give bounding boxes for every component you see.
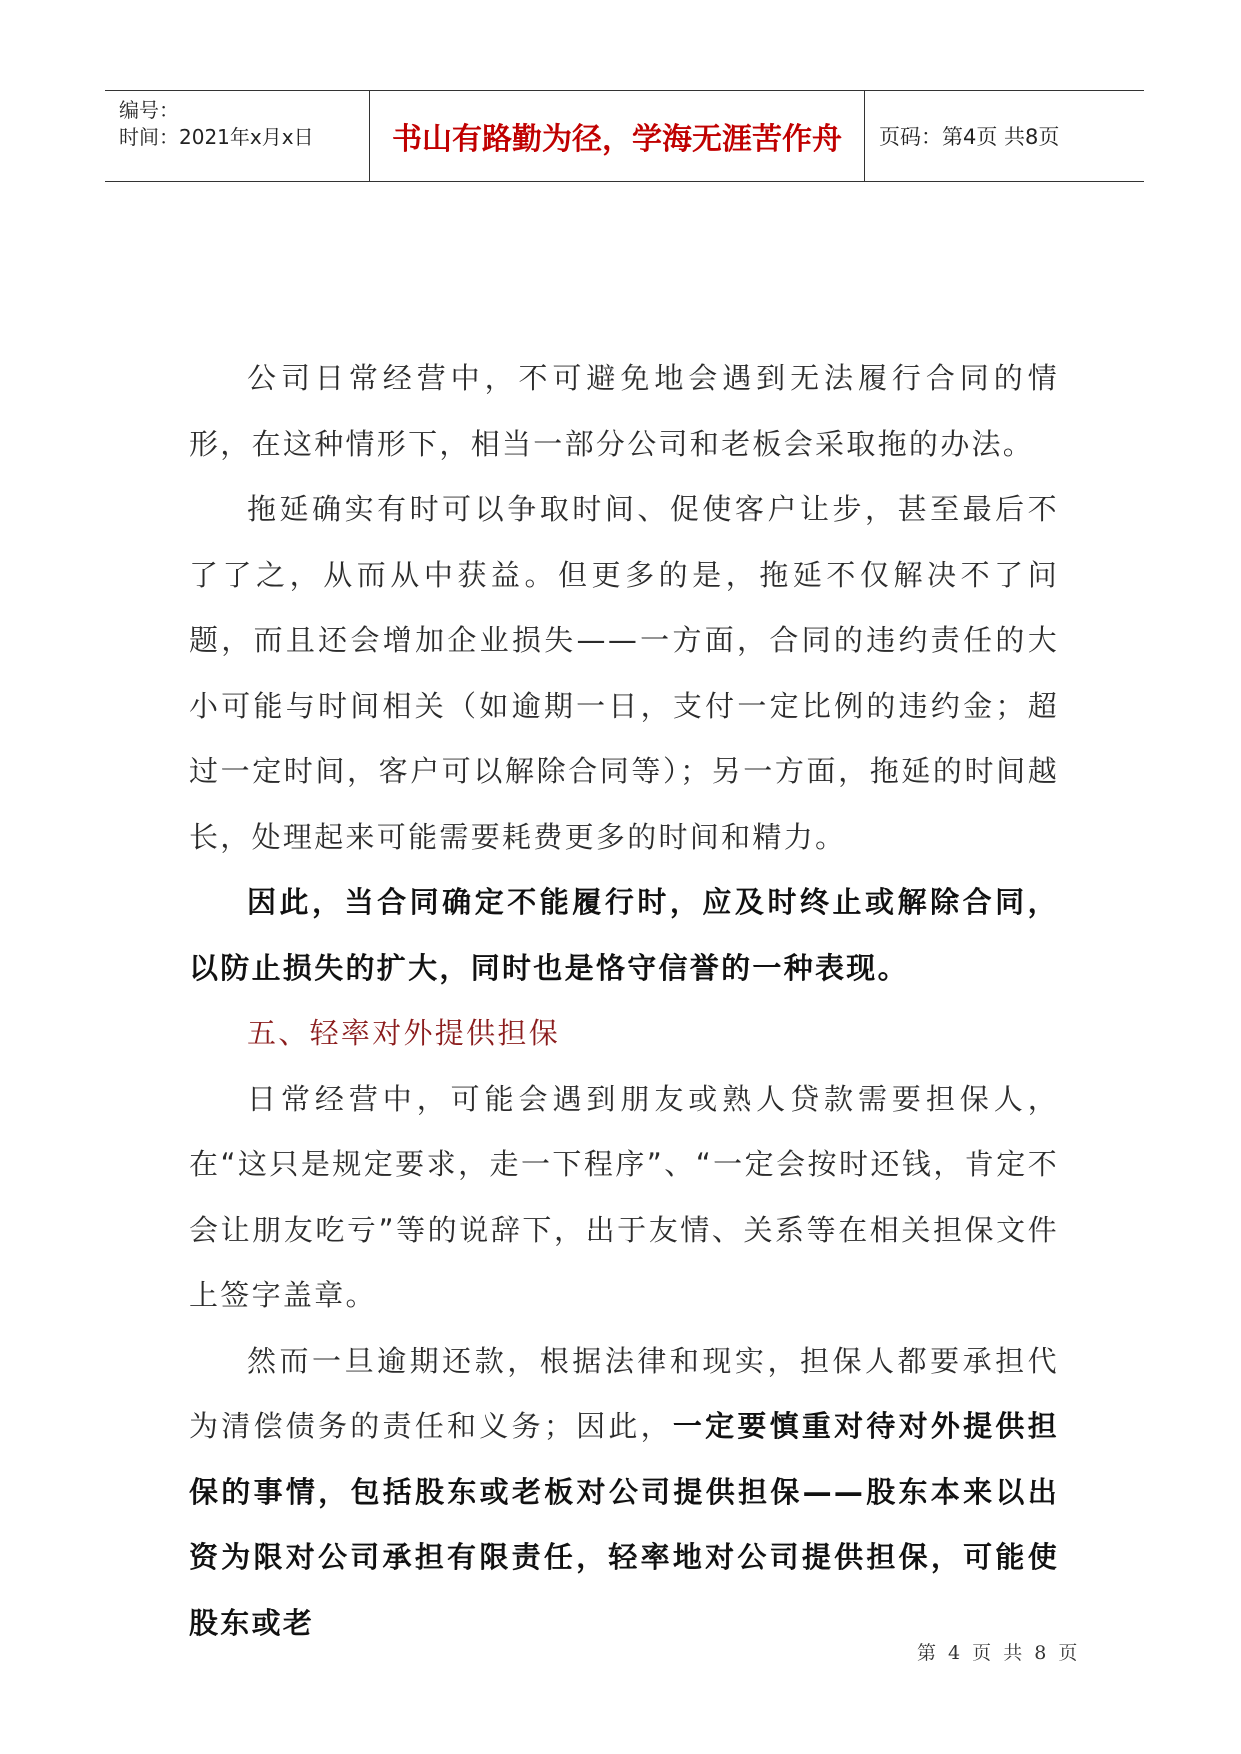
- document-time-label: 时间：2021年x月x日: [119, 125, 314, 149]
- paragraph-1: 公司日常经营中，不可避免地会遇到无法履行合同的情形，在这种情形下，相当一部分公司和老板会采取拖的办法。: [189, 361, 1059, 461]
- page-header: [105, 90, 1144, 182]
- paragraph-4: 日常经营中，可能会遇到朋友或熟人贷款需要担保人，在“这只是规定要求，走一下程序”、“一定会按时还钱，肯定不会让朋友吃亏”等的说辞下，出于友情、关系等在相关担保文件上签字盖章。: [189, 1081, 1059, 1312]
- paragraph-2: 拖延确实有时可以争取时间、促使客户让步，甚至最后不了了之，从而从中获益。但更多的是，拖延不仅解决不了问题，而且还会增加企业损失——一方面，合同的违约责任的大小可能与时间相关（如逾期一日，支付一定比例的违约金；超过一定时间，客户可以解除合同等）；另一方面，拖延的时间越长，处理起来可能需要耗费更多的时间和精力。: [189, 492, 1059, 854]
- paragraph-3-emphasis: 因此，当合同确定不能履行时，应及时终止或解除合同，以防止损失的扩大，同时也是恪守信誉的一种表现。: [189, 885, 1059, 985]
- document-number-label: 编号：: [119, 98, 179, 122]
- paragraph-5: [189, 1329, 1059, 1657]
- header-page-label: 页码：第4页 共8页: [879, 125, 1060, 149]
- paragraph-5-bold-text: 一定要慎重对待对外提供担保的事情，包括股东或老板对公司提供担保——股东本来以出资为限对公司承担有限责任，轻率地对公司提供担保，可能使股东或老: [189, 1409, 1059, 1640]
- document-body: [189, 346, 1059, 1656]
- header-motto: 书山有路勤为径，学海无涯苦作舟: [370, 91, 865, 181]
- header-meta: [105, 91, 370, 181]
- section-heading: 五、轻率对外提供担保: [247, 1016, 561, 1050]
- paragraph-5-normal-text: 然而一旦逾期还款，根据法律和现实，担保人都要承担代为清偿债务的责任和义务；因此，: [189, 1343, 1059, 1443]
- page-footer: 第 4 页 共 8 页: [917, 1642, 1081, 1664]
